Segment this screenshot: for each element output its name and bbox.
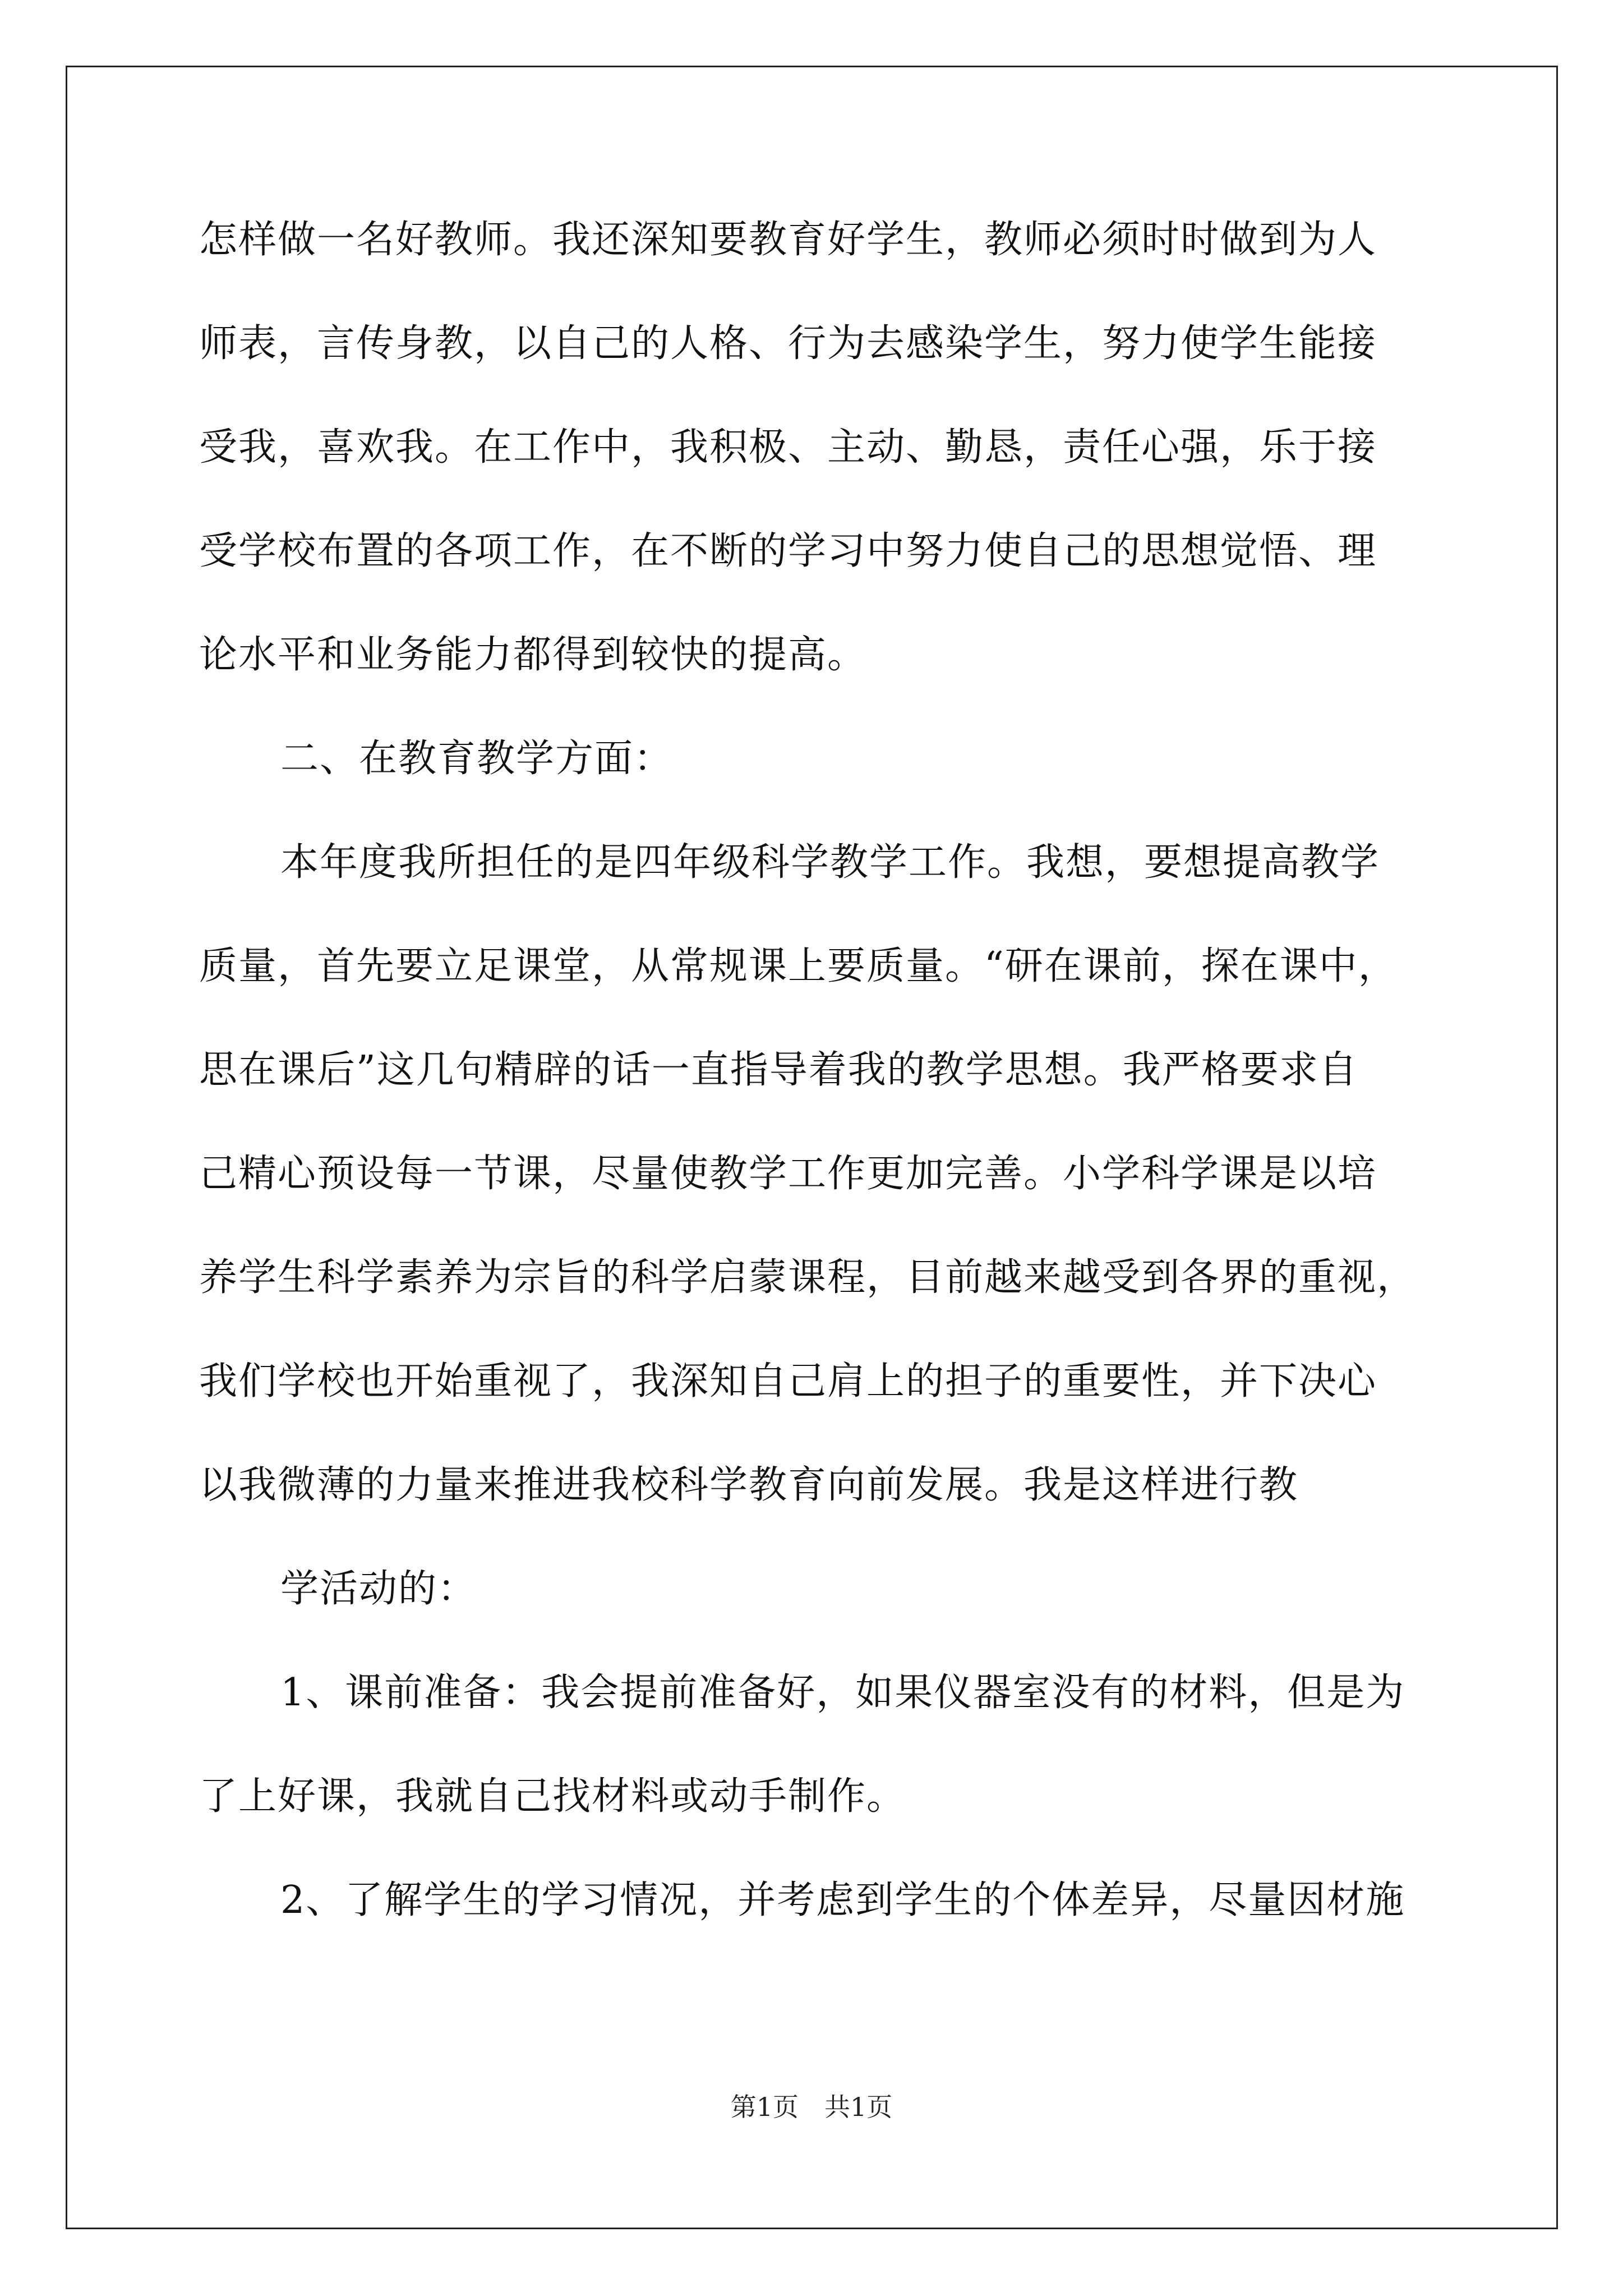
text-line: 养学生科学素养为宗旨的科学启蒙课程，目前越来越受到各界的重视，: [199, 1255, 1417, 1300]
section-heading: 二、在教育教学方面：: [280, 737, 674, 781]
text-line: 思在课后”这几句精辟的话一直指导着我的教学思想。我严格要求自: [199, 1048, 1358, 1092]
text-line: 以我微薄的力量来推进我校科学教育向前发展。我是这样进行教: [199, 1463, 1299, 1507]
page-footer: 第1页 共1页: [730, 2092, 893, 2122]
list-item: 2、了解学生的学习情况，并考虑到学生的个体差异，尽量因材施: [280, 1878, 1405, 1922]
text-line: 质量，首先要立足课堂，从常规课上要质量。“研在课前，探在课中，: [199, 944, 1398, 988]
text-line: 受学校布置的各项工作，在不断的学习中努力使自己的思想觉悟、理: [199, 529, 1377, 573]
text-line: 师表，言传身教，以自己的人格、行为去感染学生，努力使学生能接: [199, 321, 1377, 366]
text-line: 学活动的：: [280, 1567, 477, 1611]
text-line: 我们学校也开始重视了，我深知自己肩上的担子的重要性，并下决心: [199, 1359, 1377, 1404]
text-line: 受我，喜欢我。在工作中，我积极、主动、勤恳，责任心强，乐于接: [199, 425, 1377, 470]
list-item: 1、课前准备：我会提前准备好，如果仪器室没有的材料，但是为: [280, 1671, 1405, 1715]
text-line: 论水平和业务能力都得到较快的提高。: [199, 633, 867, 677]
text-line: 本年度我所担任的是四年级科学教学工作。我想，要想提高教学: [280, 840, 1380, 885]
text-line: 了上好课，我就自己找材料或动手制作。: [199, 1774, 906, 1819]
text-line: 怎样做一名好教师。我还深知要教育好学生，教师必须时时做到为人: [199, 218, 1377, 262]
text-line: 己精心预设每一节课，尽量使教学工作更加完善。小学科学课是以培: [199, 1152, 1377, 1196]
